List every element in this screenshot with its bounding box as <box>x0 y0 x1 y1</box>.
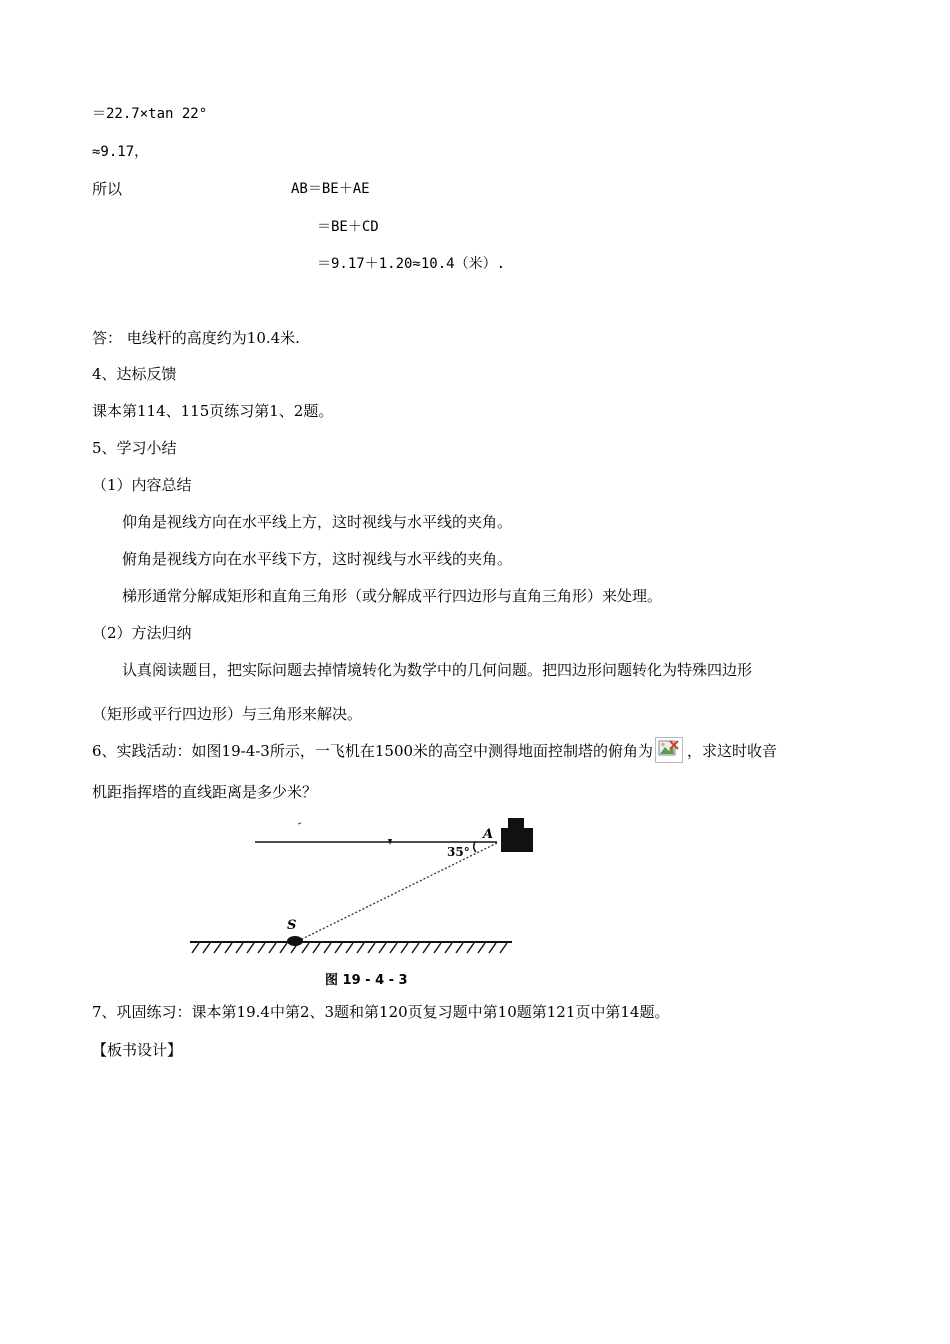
ground-hatch-mark <box>390 943 397 953</box>
section-6-line-2: 机距指挥塔的直线距离是多少米？ <box>92 783 318 801</box>
broken-image-icon <box>655 737 683 763</box>
figure-19-4-3 <box>185 812 545 996</box>
calc-line-1: ＝22.7×tan 22° <box>92 106 208 122</box>
ground-hatch-mark <box>467 943 474 953</box>
section-6-text-b: ，求这时收音 <box>687 742 778 760</box>
speck <box>298 823 301 824</box>
section-5-sub1: （1）内容总结 <box>92 476 192 494</box>
label-a: A <box>483 827 494 842</box>
ground-hatch-mark <box>280 943 287 953</box>
calc-line-2: ≈9.17， <box>92 144 149 160</box>
ground-hatch-mark <box>247 943 254 953</box>
section-4-title: 4、达标反馈 <box>92 365 177 383</box>
section-7-line: 7、巩固练习：课本第19.4中第2、3题和第120页复习题中第10题第121页中第14题。 <box>92 1003 670 1021</box>
ground-hatching <box>192 943 507 953</box>
ground-hatch-mark <box>500 943 507 953</box>
ground-hatch-mark <box>258 943 265 953</box>
calc-line-5: ＝9.17＋1.20≈10.4（米）. <box>317 256 506 272</box>
ground-hatch-mark <box>357 943 364 953</box>
section-6-line-1 <box>92 739 777 765</box>
ground-hatch-mark <box>313 943 320 953</box>
summary-para-2: 俯角是视线方向在水平线下方，这时视线与水平线的夹角。 <box>122 550 513 568</box>
ground-hatch-mark <box>324 943 331 953</box>
ground-hatch-mark <box>192 943 199 953</box>
ground-hatch-mark <box>335 943 342 953</box>
ground-hatch-mark <box>456 943 463 953</box>
ground-hatch-mark <box>423 943 430 953</box>
summary-para-3: 梯形通常分解成矩形和直角三角形（或分解成平行四边形与直角三角形）来处理。 <box>122 587 663 605</box>
line-of-sight <box>298 843 497 941</box>
calc-line-4: ＝BE＋CD <box>317 219 379 235</box>
calc-so-label: 所以 <box>92 180 123 198</box>
ground-hatch-mark <box>302 943 309 953</box>
answer-line: 答： 电线杆的高度约为10.4米. <box>92 329 300 347</box>
angle-label: 35° <box>447 845 470 859</box>
ground-hatch-mark <box>368 943 375 953</box>
ground-hatch-mark <box>236 943 243 953</box>
section-5-title: 5、学习小结 <box>92 439 177 457</box>
section-4-body: 课本第114、115页练习第1、2题。 <box>92 402 334 420</box>
section-6-text-a: 6、实践活动：如图19-4-3所示，一飞机在1500米的高空中测得地面控制塔的俯角为 <box>92 742 654 760</box>
angle-of-depression-diagram <box>185 812 545 992</box>
ground-hatch-mark <box>401 943 408 953</box>
calc-line-3: AB＝BE＋AE <box>291 181 370 197</box>
ground-hatch-mark <box>412 943 419 953</box>
ground-hatch-mark <box>214 943 221 953</box>
ground-hatch-mark <box>379 943 386 953</box>
board-design-heading: 【板书设计】 <box>92 1041 183 1059</box>
ground-hatch-mark <box>434 943 441 953</box>
ground-hatch-mark <box>346 943 353 953</box>
section-5-sub2: （2）方法归纳 <box>92 624 192 642</box>
ground-hatch-mark <box>445 943 452 953</box>
tower-top <box>508 818 524 830</box>
ground-hatch-mark <box>478 943 485 953</box>
tower-base <box>501 828 533 852</box>
method-para-2: （矩形或平行四边形）与三角形来解决。 <box>92 705 363 723</box>
ground-hatch-mark <box>203 943 210 953</box>
angle-arc <box>474 842 476 852</box>
method-para-1: 认真阅读题目，把实际问题去掉情境转化为数学中的几何问题。把四边形问题转化为特殊四边形 <box>122 661 753 679</box>
object-s <box>287 936 303 946</box>
ground-hatch-mark <box>489 943 496 953</box>
ground-hatch-mark <box>269 943 276 953</box>
summary-para-1: 仰角是视线方向在水平线上方，这时视线与水平线的夹角。 <box>122 513 513 531</box>
label-s: S <box>287 918 297 933</box>
ground-hatch-mark <box>225 943 232 953</box>
figure-caption: 图 19 - 4 - 3 <box>325 973 408 988</box>
